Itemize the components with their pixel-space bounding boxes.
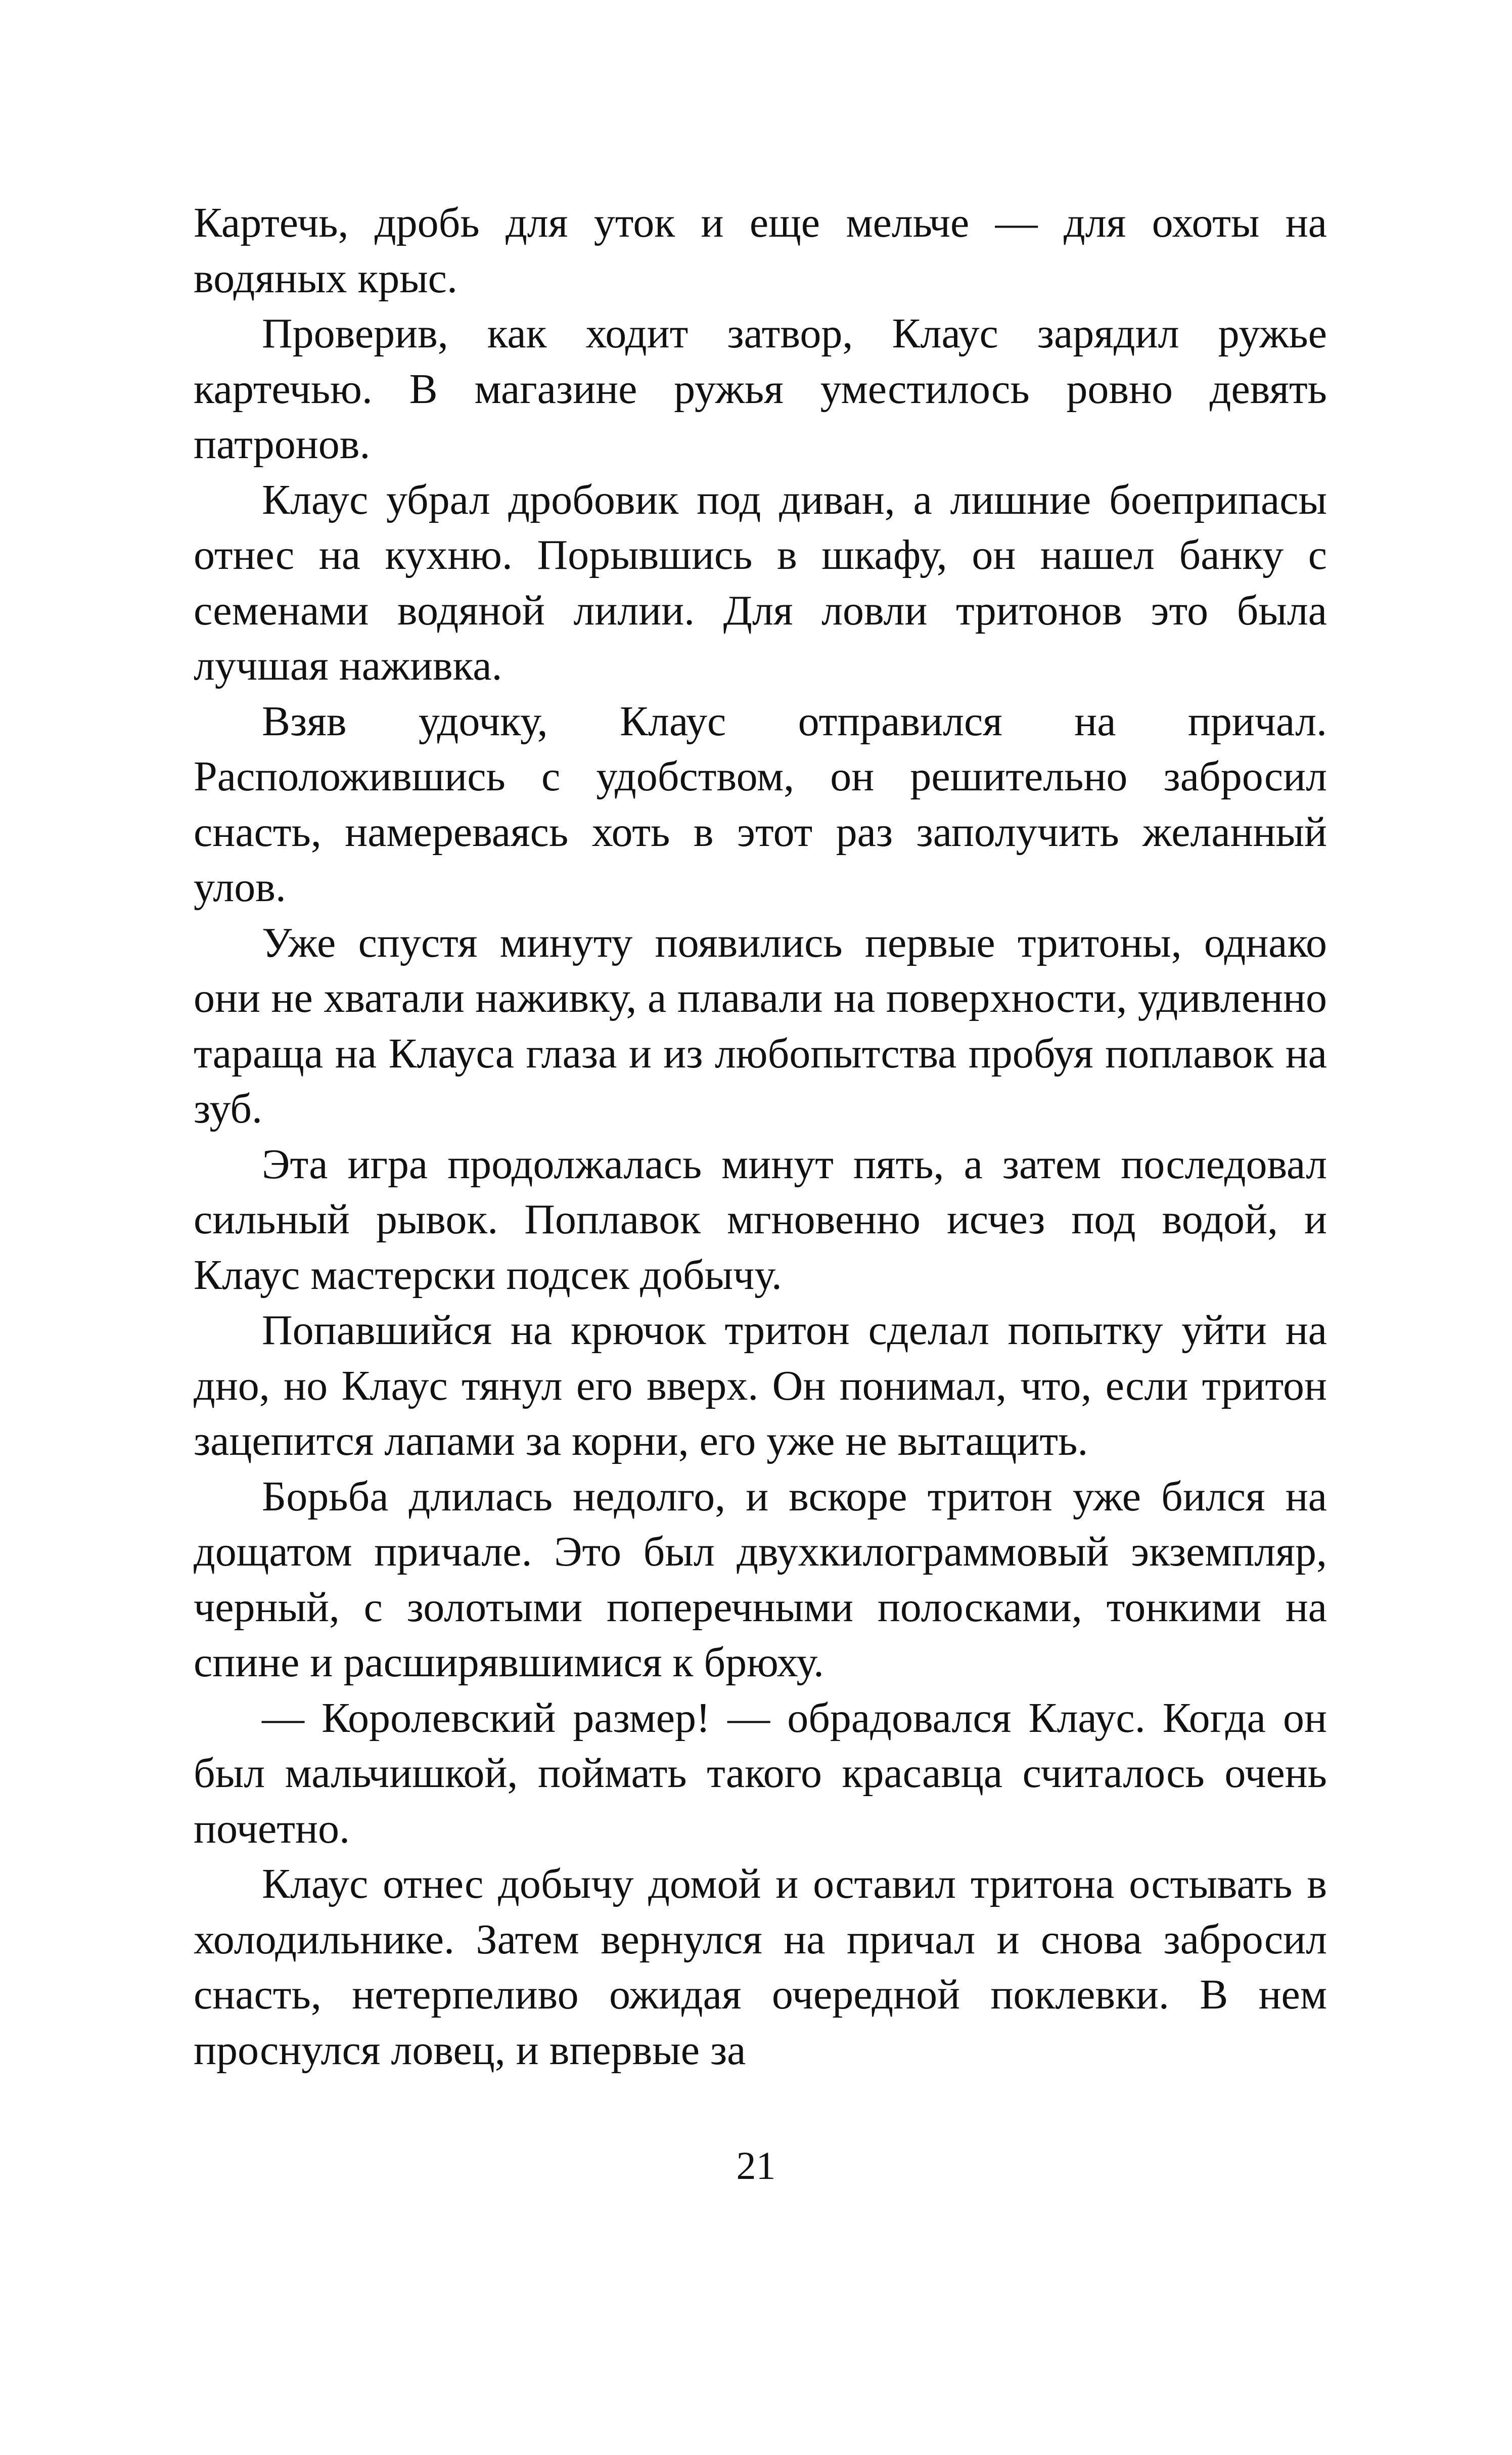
- paragraph-10: Клаус отнес добычу домой и оставил тритона остывать в холодильнике. Затем вернулся на причал и снова забросил снасть, нетерпеливо ожидая очередной поклевки. В нем проснулся ловец, и впервые за: [194, 1860, 1327, 2074]
- paragraph-8: Борьба длилась недолго, и вскоре тритон уже бился на дощатом причале. Это был двухкилограммовый экземпляр, черный, с золотыми поперечными полосками, тонкими на спине и расширявшимися к брюху.: [194, 1472, 1327, 1686]
- paragraph-4: Взяв удочку, Клаус отправился на причал. Расположившись с удобством, он решительно забросил снасть, намереваясь хоть в этот раз заполучить желанный улов.: [194, 697, 1327, 911]
- body-text: [194, 195, 1327, 2078]
- paragraph-6: Эта игра продолжалась минут пять, а затем последовал сильный рывок. Поплавок мгновенно исчез под водой, и Клаус мастерски подсек добычу.: [194, 1140, 1327, 1299]
- page-number: 21: [736, 2144, 776, 2188]
- paragraph-9: — Королевский размер! — обрадовался Клаус. Когда он был мальчишкой, поймать такого красавца считалось очень почетно.: [194, 1694, 1327, 1852]
- paragraph-2: Проверив, как ходит затвор, Клаус зарядил ружье картечью. В магазине ружья уместилось ровно девять патронов.: [194, 310, 1327, 468]
- paragraph-3: Клаус убрал дробовик под диван, а лишние боеприпасы отнес на кухню. Порывшись в шкафу, он нашел банку с семенами водяной лилии. Для ловли тритонов это была лучшая наживка.: [194, 476, 1327, 689]
- paragraph-7: Попавшийся на крючок тритон сделал попытку уйти на дно, но Клаус тянул его вверх. Он понимал, что, если тритон зацепится лапами за корни, его уже не вытащить.: [194, 1307, 1327, 1464]
- paragraph-1: Картечь, дробь для уток и еще мельче — для охоты на водяных крыс.: [194, 199, 1327, 302]
- paragraph-5: Уже спустя минуту появились первые тритоны, однако они не хватали наживку, а плавали на поверхности, удивленно тараща на Клауса глаза и из любопытства пробуя поплавок на зуб.: [194, 919, 1327, 1132]
